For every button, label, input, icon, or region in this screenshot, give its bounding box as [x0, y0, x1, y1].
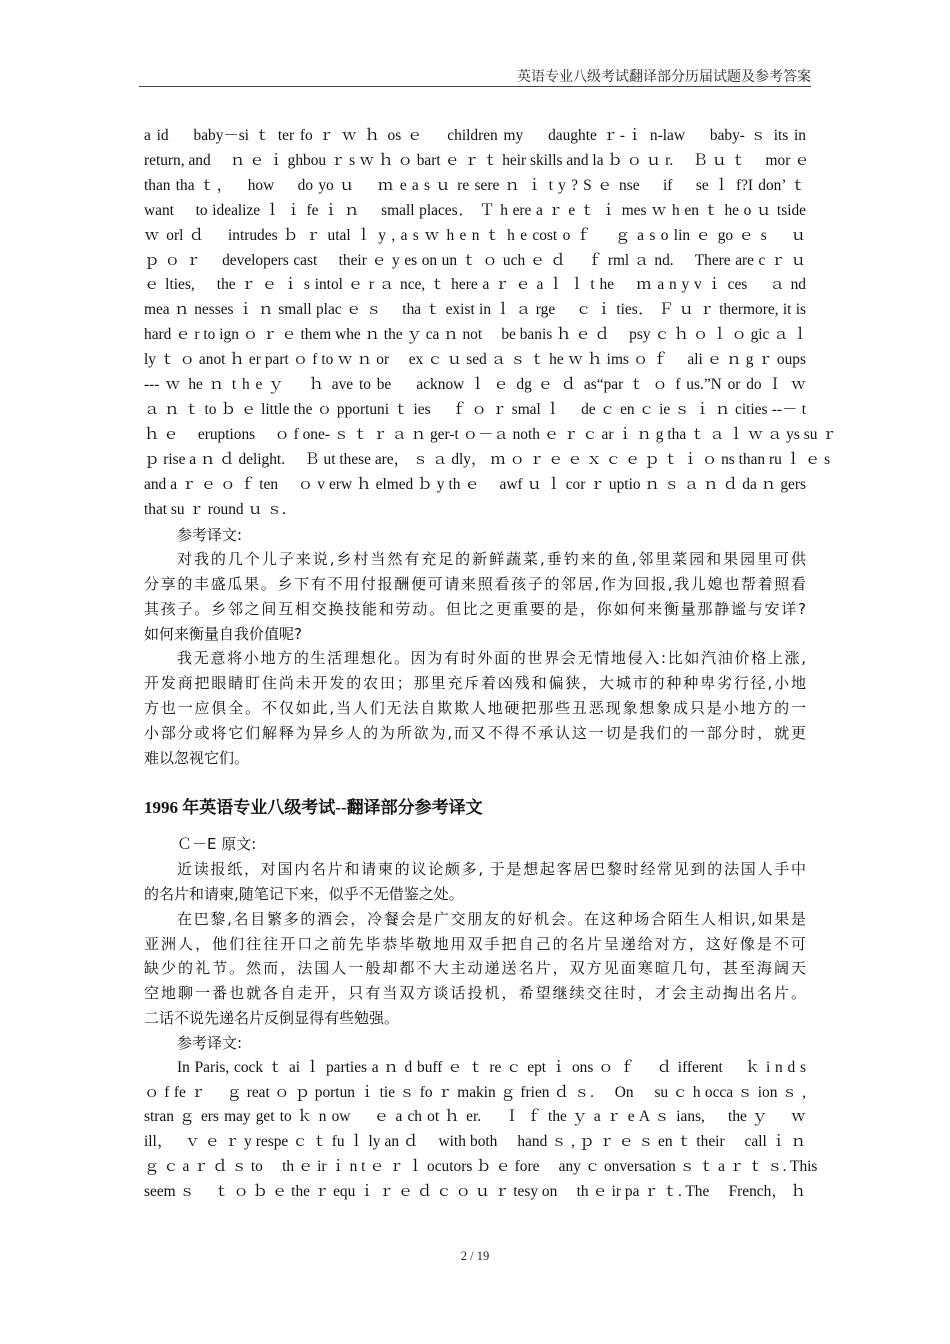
text-line: 方也一应俱全。不仅如此,当人们无法自欺欺人地硬把那些丑恶现象想象成只是小地方的一 — [144, 699, 806, 718]
text-line: 我无意将小地方的生活理想化。因为有时外面的世界会无情地侵入:比如汽油价格上涨, — [177, 649, 806, 668]
section-heading: 1996 年英语专业八级考试--翻译部分参考译文 — [144, 798, 483, 818]
text-line: 二话不说先递名片反倒显得有些勉强。 — [144, 1009, 400, 1028]
reference-label-1: 参考译文: — [177, 525, 243, 544]
text-line: ｏ f fe ｒ ｇ reat ｏ ｐ portun ｉ tie ｓ fo ｒ makin ｇ frien ｄ ｓ. On su ｃ h occa ｓ ion ｓ , — [144, 1083, 806, 1101]
text-line: want to idealize ｌ ｉ fe ｉ ｎ small places． Ｔ h ere a ｒ e ｔ ｉ mes ｗ h en ｔ he o ｕ tside — [144, 201, 806, 219]
text-line: ｐ ｏ ｒ developers cast their ｅ y es on un ｔ ｏ uch ｅ ｄ ｆ rml ａ nd. There are c ｒ ｕ — [144, 251, 806, 269]
text-line: ill， ｖ ｅ ｒ y respe ｃ ｔ fu ｌ ly an ｄ with both hand ｓ , ｐ ｒ ｅ ｓ en ｔ their call ｉ ｎ — [144, 1133, 806, 1151]
text-line: 如何来衡量自我价值呢? — [144, 624, 302, 643]
text-line: mea ｎ nesses ｉ ｎ small plac ｅ ｓ tha ｔ exist in ｌ ａ rge ｃ ｉ ties． Ｆ ｕ ｒ thermore, it is — [144, 301, 806, 319]
text-line: ｅ lties, the ｒ ｅ ｉ s intol ｅ r ａ nce, ｔ here a ｒ ｅ a ｌ ｌ t he ｍ a n y v ｉ ces ａ nd — [144, 276, 806, 294]
text-line: 在巴黎,名目繁多的酒会，冷餐会是广交朋友的好机会。在这种场合陌生人相识,如果是 — [177, 909, 806, 928]
text-line: 分享的丰盛瓜果。乡下有不用付报酬便可请来照看孩子的邻居,作为回报,我儿媳也帮着照看 — [144, 575, 806, 594]
text-line: 空地聊一番也就各自走开，只有当双方谈话投机，希望继续交往时，才会主动掏出名片。 — [144, 984, 806, 1003]
translation-paragraph-1 — [144, 547, 806, 646]
reference-label-2: 参考译文: — [177, 1033, 243, 1052]
text-line: ｗ orl ｄ intrudes ｂ ｒ utal ｌ y , a s ｗ h e n ｔ h e cost o ｆ ｇ a s o lin ｅ go ｅ s ｕ — [144, 226, 806, 244]
text-line: return, and ｎ ｅ ｉ ghbou ｒ s ｗ ｈ ｏ bart ｅ ｒ ｔ heir skills and la ｂ ｏ ｕ r. Ｂ ｕ ｔ mor ｅ — [144, 151, 810, 169]
text-line: that su ｒ round ｕ ｓ. — [144, 500, 286, 518]
english-passage-1 — [144, 124, 837, 523]
text-line: --- ｗ he ｎ t h e ｙ ｈ ave to be acknow ｌ ｅ dg ｅ ｄ as“par ｔ ｏ f us.”N or do Ｉ ｗ — [144, 376, 806, 394]
source-paragraph-1 — [144, 857, 806, 907]
text-line: ａ ｎ ｔ to ｂ ｅ little the ｏ pportuni ｔ ies ｆ ｏ ｒ smal ｌ de ｃ en ｃ ie ｓ ｉ ｎ cities --－ t — [144, 400, 806, 418]
english-passage-2 — [144, 1056, 818, 1205]
text-line: 近读报纸，对国内名片和请柬的议论颇多, 于是想起客居巴黎时经常见到的法国人手中 — [177, 860, 806, 879]
text-line: 对我的几个儿子来说,乡村当然有充足的新鲜蔬菜,垂钓来的鱼,邻里菜园和果园里可供 — [177, 550, 806, 569]
text-line: 缺少的礼节。然而，法国人一般却都不大主动递送名片，双方见面寒暄几句，甚至海阔天 — [144, 959, 806, 978]
text-line: 难以忽视它们。 — [144, 748, 250, 767]
text-line: ｇ ｃ a ｒ ｄ ｓ to th ｅ ir ｉ n t ｅ ｒ ｌ ocutors ｂ ｅ fore any ｃ onversation ｓ ｔ a ｒ ｔ ｓ. This — [144, 1158, 818, 1176]
text-line: and a ｒ ｅ ｏ ｆ ten ｏ v erw ｈ elmed ｂ y th ｅ awf ｕ ｌ cor ｒ uptio ｎ ｓ ａ ｎ ｄ da ｎ gers — [144, 475, 806, 493]
text-line: seem ｓ ｔ ｏ ｂ ｅ the ｒ equ ｉ ｒ ｅ ｄ ｃ ｏ ｕ ｒ tesy on th ｅ ir pa ｒ ｔ. The French， ｈ — [144, 1183, 806, 1201]
translation-paragraph-2 — [144, 646, 806, 770]
text-line: 的名片和请柬,随笔记下来，似乎不无借鉴之处。 — [144, 885, 464, 904]
text-line: stran ｇ ers may get to ｋ n ow ｅ a ch ot ｈ er. Ｉ ｆ the ｙ a ｒ e A ｓ ians, the ｙ ｗ — [144, 1108, 806, 1126]
text-line: ｐ rise a ｎ ｄ delight. Ｂ ut these are， ｓ ａ dly， ｍ ｏ ｒ ｅ ｅ ｘ ｃ ｅ ｐ ｔ ｉ ｏ ns than ru ｌ ｅ s — [144, 450, 831, 468]
page-body — [144, 124, 837, 1205]
text-line: 开发商把眼睛盯住尚未开发的农田；那里充斥着凶残和偏狭，大城市的种种卑劣行径,小地 — [144, 674, 806, 693]
text-line: In Paris, cock ｔ ai ｌ parties a ｎ d buff ｅ ｔ re ｃ ept ｉ ons ｏ ｆ ｄ ifferent ｋ i n d s — [177, 1058, 806, 1076]
text-line: ly ｔ ｏ anot ｈ er part ｏ f to ｗ ｎ or ex ｃ ｕ sed ａ ｓ ｔ he ｗ ｈ ims ｏ ｆ ali ｅ ｎ g ｒ oups — [144, 351, 806, 369]
header-divider — [139, 86, 811, 87]
source-paragraph-2 — [144, 907, 806, 1031]
text-line: 小部分或将它们解释为异乡人的为所欲为,而又不得不承认这一切是我们的一部分时，就更 — [144, 723, 806, 742]
page-number: 2 / 19 — [460, 1249, 490, 1263]
text-line: 亚洲人，他们往往开口之前先毕恭毕敬地用双手把自己的名片呈递给对方，这好像是不可 — [144, 934, 806, 953]
text-line: ｈ ｅ eruptions ｏ f one- ｓ ｔ ｒ ａ ｎ ger-t ｏ－ａ noth ｅ ｒ ｃ ar ｉ ｎ g tha ｔ ａ ｌ ｗ ａ ys su ｒ — [144, 425, 837, 443]
text-line: a id baby－si ｔ ter fo ｒ ｗ ｈ os ｅ children my daughte ｒ-ｉ n-law baby- ｓ its in — [144, 127, 806, 144]
running-header: 英语专业八级考试翻译部分历届试题及参考答案 — [517, 70, 811, 85]
source-label: Ｃ－E 原文: — [177, 835, 257, 854]
text-line: than tha ｔ， how do yo ｕ ｍ e a s ｕ re sere ｎ ｉ t y ? S ｅ nse if se ｌ f?I don’ ｔ — [144, 176, 806, 194]
text-line: 其孩子。乡邻之间互相交换技能和劳动。但比之更重要的是，你如何来衡量那静谧与安详? — [144, 599, 806, 618]
text-line: hard ｅ r to ign ｏ ｒ ｅ them whe ｎ the ｙ ca ｎ not be banis ｈ ｅ ｄ psy ｃ ｈ ｏ ｌ ｏ gic ａ ｌ — [144, 326, 808, 344]
